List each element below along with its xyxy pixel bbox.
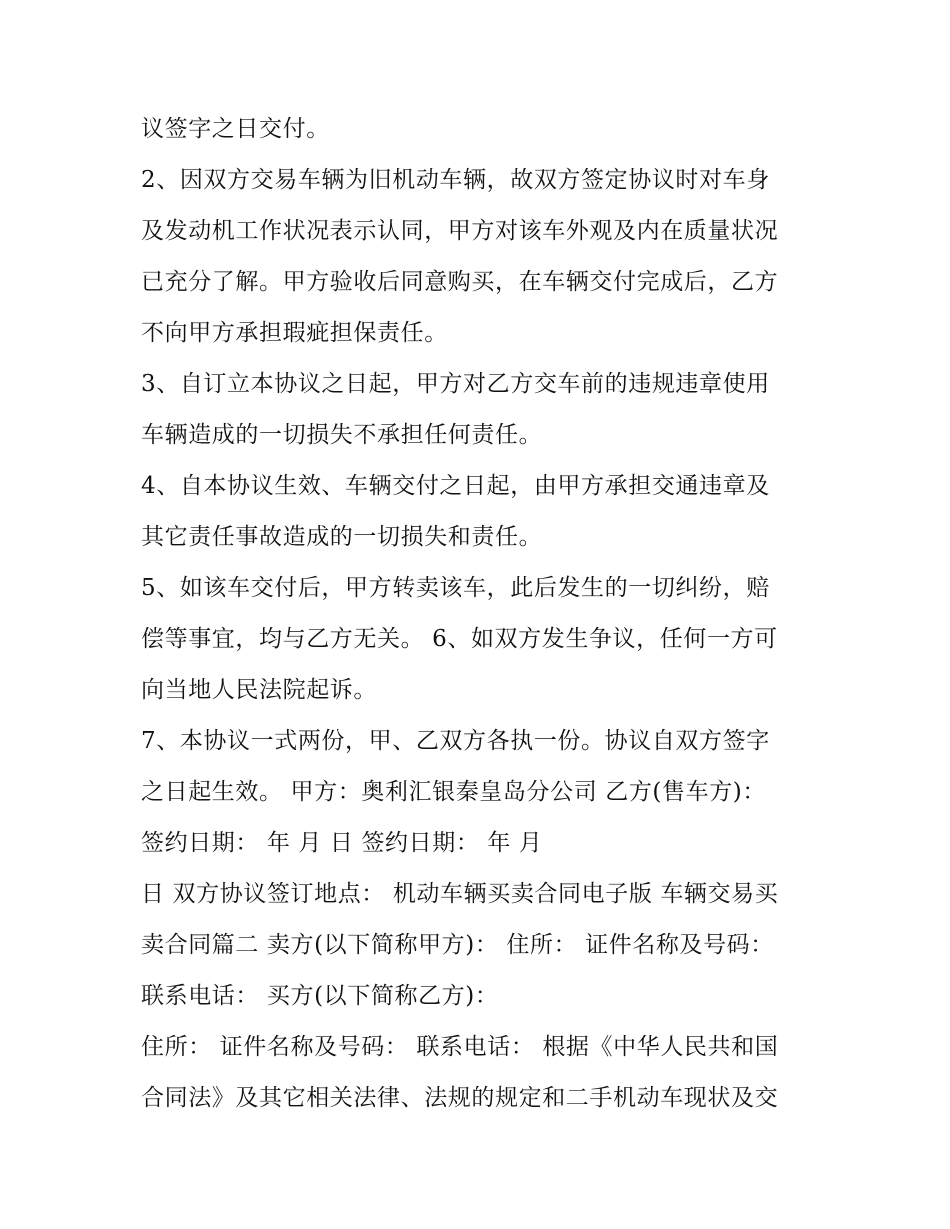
text-line: 日 双方协议签订地点： 机动车辆买卖合同电子版 车辆交易买: [141, 881, 779, 907]
text-line: 不向甲方承担瑕疵担保责任。: [141, 320, 448, 346]
text-line: 住所： 证件名称及号码： 联系电话： 根据《中华人民共和国: [141, 1034, 779, 1060]
text-line: 议签字之日交付。: [141, 116, 330, 142]
text-line: 4、自本协议生效、车辆交付之日起，由甲方承担交通违章及: [141, 473, 770, 499]
text-line: 偿等事宜，均与乙方无关。 6、如双方发生争议，任何一方可: [141, 626, 778, 652]
text-line: 卖合同篇二 卖方(以下简称甲方)： 住所： 证件名称及号码：: [141, 932, 774, 958]
text-line: 之日起生效。 甲方：奥利汇银秦皇岛分公司 乙方(售车方)：: [141, 779, 766, 805]
text-line: 5、如该车交付后，甲方转卖该车，此后发生的一切纠纷，赔: [141, 575, 770, 601]
text-line: 已充分了解。甲方验收后同意购买，在车辆交付完成后，乙方: [141, 269, 779, 295]
text-line: 及发动机工作状况表示认同，甲方对该车外观及内在质量状况: [141, 218, 779, 244]
text-line: 2、因双方交易车辆为旧机动车辆，故双方签定协议时对车身: [141, 167, 770, 193]
text-line: 7、本协议一式两份，甲、乙双方各执一份。协议自双方签字: [141, 728, 770, 754]
text-line: 向当地人民法院起诉。: [141, 677, 377, 703]
text-line: 其它责任事故造成的一切损失和责任。: [141, 524, 543, 550]
contract-text: [141, 109, 821, 1129]
text-line: 签约日期： 年 月 日 签约日期： 年 月: [141, 830, 543, 856]
text-line: 合同法》及其它相关法律、法规的规定和二手机动车现状及交: [141, 1085, 779, 1111]
text-line: 联系电话： 买方(以下简称乙方)：: [141, 983, 499, 1009]
text-line: 车辆造成的一切损失不承担任何责任。: [141, 422, 543, 448]
text-line: 3、自订立本协议之日起，甲方对乙方交车前的违规违章使用: [141, 371, 770, 397]
